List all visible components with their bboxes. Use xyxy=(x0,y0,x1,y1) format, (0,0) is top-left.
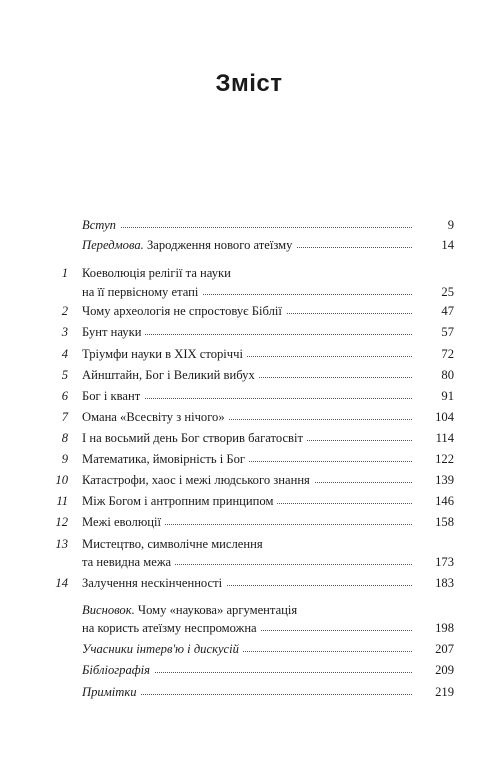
toc-entry xyxy=(0,345,498,363)
entry-text: Зародження нового атеїзму xyxy=(143,238,293,252)
entry-title xyxy=(82,387,144,405)
entry-title xyxy=(82,535,267,553)
entry-text: на користь атеїзму неспроможна xyxy=(82,621,257,635)
entry-text: Катастрофи, хаос і межі людського знання xyxy=(82,473,310,487)
toc-entry xyxy=(0,236,498,254)
page-number: 173 xyxy=(431,553,454,571)
page-number: 14 xyxy=(437,236,454,254)
page-number: 72 xyxy=(437,345,454,363)
entry-title xyxy=(82,574,226,592)
page-number: 139 xyxy=(431,471,454,489)
entry-text: Між Богом і антропним принципом xyxy=(82,494,274,508)
page-number: 219 xyxy=(431,683,454,701)
entry-title xyxy=(82,264,235,282)
page-number: 47 xyxy=(437,302,454,320)
toc-entry xyxy=(0,683,498,701)
chapter-number: 1 xyxy=(61,266,68,280)
toc-entry xyxy=(0,429,498,447)
entry-text: Межі еволюції xyxy=(82,515,161,529)
toc-entry xyxy=(0,450,498,468)
chapter-number: 13 xyxy=(55,537,68,551)
entry-title xyxy=(82,513,165,531)
entry-title xyxy=(82,471,314,489)
chapter-number: 11 xyxy=(56,494,68,508)
chapter-number: 8 xyxy=(61,431,68,445)
entry-title xyxy=(82,492,277,510)
entry-text: Мистецтво, символічне мислення xyxy=(82,537,263,551)
chapter-number: 12 xyxy=(55,515,68,529)
entry-title xyxy=(82,619,261,637)
chapter-number: 3 xyxy=(61,325,68,339)
dot-leader xyxy=(82,227,412,228)
page-number: 25 xyxy=(437,283,454,301)
page-number: 122 xyxy=(431,450,454,468)
entry-lead: Вступ xyxy=(82,218,116,232)
entry-title xyxy=(82,366,259,384)
chapter-number: 5 xyxy=(61,368,68,382)
entry-text: Тріумфи науки в XIX сторіччі xyxy=(82,347,243,361)
page-title: Зміст xyxy=(215,70,283,97)
entry-text: Коеволюція релігії та науки xyxy=(82,266,231,280)
page-number: 114 xyxy=(432,429,454,447)
page-number: 57 xyxy=(437,323,454,341)
entry-title xyxy=(82,408,229,426)
toc-entry xyxy=(0,264,498,282)
entry-lead: Примітки xyxy=(82,685,137,699)
entry-title xyxy=(82,683,141,701)
entry-text: Математика, ймовірність і Бог xyxy=(82,452,246,466)
entry-title xyxy=(82,553,175,571)
toc-entry xyxy=(0,619,498,637)
toc-entry xyxy=(0,471,498,489)
toc-entry xyxy=(0,216,498,234)
toc-entry xyxy=(0,492,498,510)
chapter-number: 14 xyxy=(55,576,68,590)
entry-title xyxy=(82,216,120,234)
toc-entry xyxy=(0,574,498,592)
page-number: 104 xyxy=(431,408,454,426)
entry-text: Чому «наукова» аргументація xyxy=(134,603,298,617)
page-number: 183 xyxy=(431,574,454,592)
page-number: 80 xyxy=(437,366,454,384)
entry-lead: Учасники інтерв'ю і дискусій xyxy=(82,642,239,656)
entry-lead: Висновок. xyxy=(82,603,135,617)
toc-entry xyxy=(0,513,498,531)
page-number: 158 xyxy=(431,513,454,531)
entry-lead: Передмова. xyxy=(82,238,144,252)
toc-entry xyxy=(0,535,498,553)
page-number: 198 xyxy=(431,619,454,637)
chapter-number: 9 xyxy=(61,452,68,466)
toc-entry xyxy=(0,323,498,341)
chapter-number: 7 xyxy=(61,410,68,424)
page-number: 9 xyxy=(444,216,454,234)
toc-entry xyxy=(0,661,498,679)
toc-entry xyxy=(0,302,498,320)
entry-text: на її первісному етапі xyxy=(82,285,199,299)
entry-lead: Бібліографія xyxy=(82,663,151,677)
entry-title xyxy=(82,236,296,254)
toc-entry xyxy=(0,640,498,658)
chapter-number: 10 xyxy=(55,473,68,487)
toc-entry xyxy=(0,387,498,405)
toc-entry xyxy=(0,408,498,426)
entry-title xyxy=(82,345,247,363)
chapter-number: 4 xyxy=(61,347,68,361)
toc-entry xyxy=(0,553,498,571)
chapter-number: 6 xyxy=(61,389,68,403)
page-number: 91 xyxy=(437,387,454,405)
toc-entry xyxy=(0,283,498,301)
entry-title xyxy=(82,283,202,301)
entry-text: Чому археологія не спростовує Біблії xyxy=(82,304,282,318)
page-number: 146 xyxy=(431,492,454,510)
entry-title xyxy=(82,450,249,468)
entry-text: Омана «Всесвіту з нічого» xyxy=(82,410,225,424)
entry-title xyxy=(82,661,154,679)
entry-text: Айнштайн, Бог і Великий вибух xyxy=(82,368,255,382)
toc-entry xyxy=(0,366,498,384)
entry-text: Залучення нескінченності xyxy=(82,576,223,590)
page-number: 207 xyxy=(431,640,454,658)
entry-title xyxy=(82,601,301,619)
entry-text: та невидна межа xyxy=(82,555,172,569)
entry-title xyxy=(82,429,307,447)
entry-text: І на восьмий день Бог створив багатосвіт xyxy=(82,431,303,445)
entry-title xyxy=(82,302,286,320)
chapter-number: 2 xyxy=(61,304,68,318)
entry-title xyxy=(82,323,145,341)
entry-title xyxy=(82,640,243,658)
page-number: 209 xyxy=(431,661,454,679)
entry-text: Бог і квант xyxy=(82,389,141,403)
toc-entry xyxy=(0,601,498,619)
entry-text: Бунт науки xyxy=(82,325,142,339)
